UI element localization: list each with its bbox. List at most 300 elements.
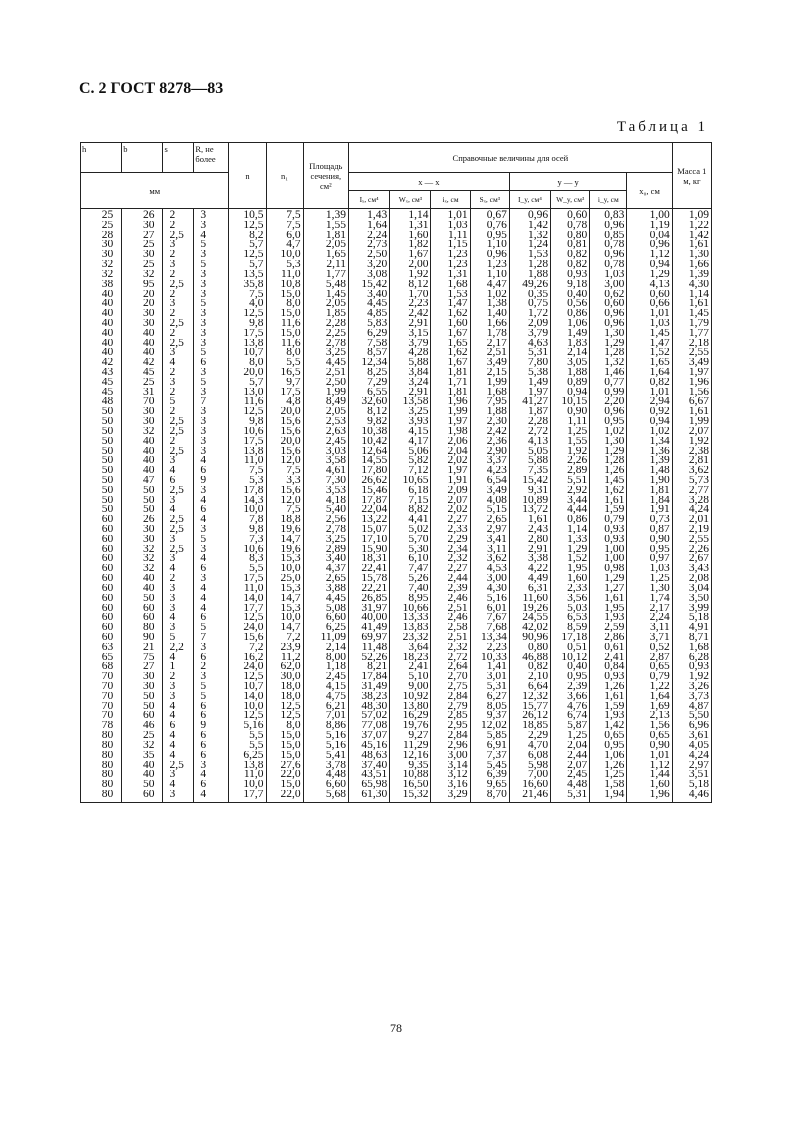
table-cell: 4,53 bbox=[470, 564, 509, 574]
table-cell: 57,02 bbox=[349, 711, 390, 721]
table-cell: 3,73 bbox=[672, 692, 711, 702]
table-cell: 2,94 bbox=[627, 397, 672, 407]
table-row bbox=[81, 525, 712, 535]
table-cell: 2 bbox=[163, 388, 194, 398]
table-cell: 1,28 bbox=[590, 456, 627, 466]
table-cell: 10,6 bbox=[229, 427, 266, 437]
col-units-mm: мм bbox=[81, 173, 229, 209]
table-cell: 52,26 bbox=[349, 653, 390, 663]
table-cell: 5,38 bbox=[509, 368, 550, 378]
table-cell: 4,8 bbox=[266, 397, 303, 407]
table-cell: 30 bbox=[122, 535, 163, 545]
table-cell: 7,58 bbox=[349, 339, 390, 349]
table-cell: 3 bbox=[163, 456, 194, 466]
table-cell: 37,07 bbox=[349, 731, 390, 741]
table-cell: 0,93 bbox=[590, 672, 627, 682]
table-cell: 1,96 bbox=[627, 790, 672, 802]
table-cell: 13,8 bbox=[229, 447, 266, 457]
table-cell: 1,91 bbox=[431, 476, 470, 486]
table-cell: 4,47 bbox=[470, 280, 509, 290]
table-row bbox=[81, 662, 712, 672]
table-cell: 1,82 bbox=[390, 240, 431, 250]
table-cell: 12,5 bbox=[229, 613, 266, 623]
table-cell: 2 bbox=[163, 290, 194, 300]
table-row bbox=[81, 496, 712, 506]
table-cell: 3,08 bbox=[349, 270, 390, 280]
table-cell: 4 bbox=[163, 358, 194, 368]
table-cell: 2,5 bbox=[163, 231, 194, 241]
table-cell: 3 bbox=[163, 682, 194, 692]
table-cell: 12,16 bbox=[390, 751, 431, 761]
table-cell: 2 bbox=[163, 309, 194, 319]
table-cell: 1,44 bbox=[627, 770, 672, 780]
table-cell: 5,16 bbox=[229, 721, 266, 731]
table-cell: 2 bbox=[163, 250, 194, 260]
table-row bbox=[81, 368, 712, 378]
table-row bbox=[81, 231, 712, 241]
table-cell: 2,84 bbox=[431, 731, 470, 741]
table-cell: 2,86 bbox=[590, 633, 627, 643]
table-cell: 0,60 bbox=[551, 209, 590, 221]
table-cell: 1,24 bbox=[509, 240, 550, 250]
table-cell: 1,03 bbox=[627, 564, 672, 574]
table-cell: 1,39 bbox=[627, 456, 672, 466]
table-cell: 2,84 bbox=[431, 692, 470, 702]
table-cell: 12,5 bbox=[229, 250, 266, 260]
table-cell: 0,90 bbox=[627, 741, 672, 751]
table-cell: 8,0 bbox=[266, 299, 303, 309]
table-row bbox=[81, 209, 712, 221]
table-cell: 1,66 bbox=[470, 319, 509, 329]
table-cell: 25 bbox=[122, 731, 163, 741]
table-cell: 1,47 bbox=[627, 339, 672, 349]
table-row bbox=[81, 574, 712, 584]
table-cell: 2,64 bbox=[431, 662, 470, 672]
table-cell: 3,25 bbox=[303, 535, 348, 545]
table-row bbox=[81, 613, 712, 623]
table-cell: 32 bbox=[122, 270, 163, 280]
table-cell: 60 bbox=[81, 574, 122, 584]
table-cell: 5,50 bbox=[672, 711, 711, 721]
table-cell: 37,40 bbox=[349, 761, 390, 771]
table-cell: 80 bbox=[81, 731, 122, 741]
table-cell: 5 bbox=[194, 682, 229, 692]
table-cell: 7,5 bbox=[266, 466, 303, 476]
table-cell: 2,70 bbox=[431, 672, 470, 682]
table-cell: 12,0 bbox=[266, 456, 303, 466]
table-cell: 60 bbox=[81, 515, 122, 525]
table-cell: 3,05 bbox=[551, 358, 590, 368]
table-cell: 2 bbox=[163, 221, 194, 231]
table-cell: 12,34 bbox=[349, 358, 390, 368]
table-cell: 2,11 bbox=[303, 260, 348, 270]
table-cell: 0,89 bbox=[551, 378, 590, 388]
table-cell: 20,0 bbox=[266, 437, 303, 447]
table-cell: 4,0 bbox=[229, 299, 266, 309]
table-row bbox=[81, 554, 712, 564]
table-cell: 3,37 bbox=[470, 456, 509, 466]
table-cell: 4,91 bbox=[672, 623, 711, 633]
table-cell: 3 bbox=[194, 290, 229, 300]
table-cell: 3,43 bbox=[672, 564, 711, 574]
table-cell: 8,86 bbox=[303, 721, 348, 731]
table-cell: 0,94 bbox=[627, 417, 672, 427]
table-cell: 3,00 bbox=[590, 280, 627, 290]
table-cell: 0,56 bbox=[551, 299, 590, 309]
table-cell: 68 bbox=[81, 662, 122, 672]
table-cell: 1,12 bbox=[627, 250, 672, 260]
table-cell: 40 bbox=[122, 574, 163, 584]
table-cell: 19,6 bbox=[266, 545, 303, 555]
table-cell: 1,29 bbox=[590, 574, 627, 584]
table-cell: 1,59 bbox=[590, 505, 627, 515]
table-cell: 1,25 bbox=[590, 770, 627, 780]
table-cell: 3,11 bbox=[470, 545, 509, 555]
col-axis-xx: x — x bbox=[349, 173, 510, 191]
col-iy-radius: i_y, см bbox=[590, 191, 627, 209]
table-cell: 4 bbox=[194, 790, 229, 802]
table-cell: 40 bbox=[122, 456, 163, 466]
table-cell: 1,60 bbox=[627, 780, 672, 790]
table-cell: 40,00 bbox=[349, 613, 390, 623]
table-cell: 2,18 bbox=[672, 339, 711, 349]
table-cell: 15,77 bbox=[509, 702, 550, 712]
table-cell: 10,12 bbox=[551, 653, 590, 663]
table-cell: 1,45 bbox=[303, 290, 348, 300]
table-cell: 6,64 bbox=[509, 682, 550, 692]
table-cell: 7,3 bbox=[229, 535, 266, 545]
table-cell: 5 bbox=[194, 260, 229, 270]
table-cell: 28 bbox=[81, 231, 122, 241]
table-cell: 2,78 bbox=[303, 339, 348, 349]
table-cell: 60 bbox=[122, 604, 163, 614]
table-cell: 3 bbox=[194, 643, 229, 653]
table-cell: 17,5 bbox=[266, 388, 303, 398]
table-cell: 1,93 bbox=[590, 613, 627, 623]
table-cell: 0,80 bbox=[509, 643, 550, 653]
table-cell: 12,64 bbox=[349, 447, 390, 457]
table-cell: 2,51 bbox=[431, 604, 470, 614]
table-cell: 1,00 bbox=[627, 209, 672, 221]
table-row bbox=[81, 339, 712, 349]
table-row bbox=[81, 260, 712, 270]
table-cell: 46,88 bbox=[509, 653, 550, 663]
table-cell: 3,79 bbox=[509, 329, 550, 339]
table-cell: 5,3 bbox=[229, 476, 266, 486]
table-cell: 40 bbox=[81, 348, 122, 358]
table-cell: 1,31 bbox=[431, 270, 470, 280]
table-cell: 2,89 bbox=[551, 466, 590, 476]
table-cell: 1,96 bbox=[672, 378, 711, 388]
table-cell: 30 bbox=[122, 250, 163, 260]
table-cell: 0,78 bbox=[590, 260, 627, 270]
table-cell: 14,7 bbox=[266, 623, 303, 633]
table-cell: 13,8 bbox=[229, 339, 266, 349]
table-cell: 2,75 bbox=[431, 682, 470, 692]
col-x0: x₀, см bbox=[627, 173, 672, 209]
table-cell: 18,31 bbox=[349, 554, 390, 564]
table-cell: 18,0 bbox=[266, 692, 303, 702]
table-cell: 1,02 bbox=[627, 427, 672, 437]
table-row bbox=[81, 417, 712, 427]
table-cell: 0,65 bbox=[627, 731, 672, 741]
table-cell: 50 bbox=[122, 702, 163, 712]
table-cell: 3 bbox=[194, 525, 229, 535]
table-row bbox=[81, 329, 712, 339]
table-cell: 30 bbox=[122, 672, 163, 682]
table-cell: 10,92 bbox=[390, 692, 431, 702]
col-sx: Sₓ, см³ bbox=[470, 191, 509, 209]
table-cell: 0,96 bbox=[590, 319, 627, 329]
table-row bbox=[81, 397, 712, 407]
table-cell: 1,25 bbox=[551, 731, 590, 741]
table-cell: 26,85 bbox=[349, 594, 390, 604]
table-cell: 1,65 bbox=[303, 250, 348, 260]
table-cell: 3 bbox=[163, 604, 194, 614]
table-cell: 0,65 bbox=[627, 662, 672, 672]
table-cell: 2,5 bbox=[163, 427, 194, 437]
table-cell: 15,0 bbox=[266, 290, 303, 300]
table-cell: 3 bbox=[163, 770, 194, 780]
table-cell: 1,52 bbox=[627, 348, 672, 358]
table-cell: 0,96 bbox=[590, 309, 627, 319]
table-cell: 1,25 bbox=[551, 427, 590, 437]
table-cell: 1,53 bbox=[509, 250, 550, 260]
table-cell: 4,45 bbox=[349, 299, 390, 309]
table-cell: 2 bbox=[163, 270, 194, 280]
table-cell: 4 bbox=[163, 466, 194, 476]
table-cell: 3,28 bbox=[672, 496, 711, 506]
table-cell: 30,0 bbox=[266, 672, 303, 682]
table-cell: 2,78 bbox=[303, 525, 348, 535]
table-cell: 22,41 bbox=[349, 564, 390, 574]
table-row bbox=[81, 790, 712, 802]
table-cell: 3,62 bbox=[672, 466, 711, 476]
table-cell: 1,77 bbox=[672, 329, 711, 339]
table-cell: 4 bbox=[194, 770, 229, 780]
table-cell: 19,76 bbox=[390, 721, 431, 731]
table-row bbox=[81, 702, 712, 712]
table-cell: 1,30 bbox=[590, 437, 627, 447]
table-cell: 5,88 bbox=[390, 358, 431, 368]
table-cell: 8,05 bbox=[470, 702, 509, 712]
table-cell: 1,59 bbox=[590, 702, 627, 712]
table-cell: 4,49 bbox=[509, 574, 550, 584]
table-cell: 70 bbox=[81, 692, 122, 702]
table-cell: 4,44 bbox=[551, 505, 590, 515]
table-cell: 5,30 bbox=[390, 545, 431, 555]
table-cell: 0,96 bbox=[627, 240, 672, 250]
table-cell: 60 bbox=[81, 604, 122, 614]
table-cell: 5 bbox=[163, 397, 194, 407]
table-cell: 5 bbox=[194, 623, 229, 633]
table-cell: 17,84 bbox=[349, 672, 390, 682]
table-cell: 7,80 bbox=[509, 358, 550, 368]
table-cell: 1,30 bbox=[590, 329, 627, 339]
table-cell: 12,5 bbox=[266, 711, 303, 721]
table-cell: 1,03 bbox=[431, 221, 470, 231]
table-cell: 1,62 bbox=[431, 348, 470, 358]
col-reference-values: Справочные величины для осей bbox=[349, 143, 673, 173]
table-cell: 1,60 bbox=[551, 574, 590, 584]
table-cell: 22,04 bbox=[349, 505, 390, 515]
table-cell: 2 bbox=[163, 407, 194, 417]
table-cell: 4 bbox=[194, 594, 229, 604]
table-cell: 1,99 bbox=[672, 417, 711, 427]
table-cell: 4 bbox=[194, 604, 229, 614]
table-cell: 3 bbox=[194, 270, 229, 280]
table-cell: 1,27 bbox=[590, 584, 627, 594]
table-row bbox=[81, 358, 712, 368]
table-cell: 7,40 bbox=[390, 584, 431, 594]
table-cell: 3,50 bbox=[672, 594, 711, 604]
table-cell: 60 bbox=[81, 545, 122, 555]
table-cell: 0,76 bbox=[470, 221, 509, 231]
table-cell: 62,0 bbox=[266, 662, 303, 672]
col-mass: Масса 1 м, кг bbox=[672, 143, 711, 209]
table-cell: 1,79 bbox=[672, 319, 711, 329]
table-cell: 0,51 bbox=[551, 643, 590, 653]
table-cell: 2,91 bbox=[390, 388, 431, 398]
table-cell: 3 bbox=[163, 240, 194, 250]
table-cell: 15,3 bbox=[266, 604, 303, 614]
table-cell: 25 bbox=[122, 260, 163, 270]
table-cell: 16,2 bbox=[229, 653, 266, 663]
table-cell: 9,35 bbox=[390, 761, 431, 771]
table-cell: 80 bbox=[122, 623, 163, 633]
table-cell: 4,28 bbox=[390, 348, 431, 358]
table-row bbox=[81, 309, 712, 319]
table-cell: 7,01 bbox=[303, 711, 348, 721]
table-cell: 5 bbox=[194, 535, 229, 545]
table-cell: 1,26 bbox=[590, 761, 627, 771]
table-cell: 1,91 bbox=[627, 505, 672, 515]
table-cell: 43,51 bbox=[349, 770, 390, 780]
table-cell: 2,00 bbox=[390, 260, 431, 270]
table-cell: 5,82 bbox=[390, 456, 431, 466]
table-cell: 1,47 bbox=[431, 299, 470, 309]
table-cell: 2,10 bbox=[509, 672, 550, 682]
table-cell: 24,55 bbox=[509, 613, 550, 623]
table-cell: 25 bbox=[122, 240, 163, 250]
table-cell: 13,83 bbox=[390, 623, 431, 633]
table-cell: 1,49 bbox=[509, 378, 550, 388]
table-cell: 23,9 bbox=[266, 643, 303, 653]
table-cell: 8,21 bbox=[349, 662, 390, 672]
table-cell: 2,50 bbox=[303, 378, 348, 388]
table-cell: 0,04 bbox=[627, 231, 672, 241]
table-title: Таблица 1 bbox=[616, 119, 708, 135]
table-cell: 25 bbox=[81, 209, 122, 221]
table-cell: 1,55 bbox=[551, 437, 590, 447]
table-cell: 8,0 bbox=[266, 721, 303, 731]
table-cell: 0,61 bbox=[590, 643, 627, 653]
table-cell: 1,46 bbox=[590, 368, 627, 378]
table-cell: 6,91 bbox=[470, 741, 509, 751]
table-cell: 15,0 bbox=[266, 731, 303, 741]
table-cell: 50 bbox=[81, 496, 122, 506]
table-cell: 4,24 bbox=[672, 505, 711, 515]
table-cell: 19,26 bbox=[509, 604, 550, 614]
table-cell: 4 bbox=[163, 780, 194, 790]
table-cell: 5,16 bbox=[303, 731, 348, 741]
table-cell: 2,5 bbox=[163, 545, 194, 555]
table-cell: 1,92 bbox=[390, 270, 431, 280]
table-cell: 40 bbox=[122, 348, 163, 358]
table-cell: 1,06 bbox=[590, 751, 627, 761]
table-cell: 4 bbox=[163, 741, 194, 751]
table-cell: 3 bbox=[194, 209, 229, 221]
table-cell: 10,0 bbox=[229, 780, 266, 790]
table-cell: 16,29 bbox=[390, 711, 431, 721]
table-cell: 13,58 bbox=[390, 397, 431, 407]
table-cell: 1,28 bbox=[590, 348, 627, 358]
table-cell: 3,66 bbox=[551, 692, 590, 702]
table-cell: 17,7 bbox=[229, 604, 266, 614]
table-row bbox=[81, 682, 712, 692]
table-cell: 2,45 bbox=[303, 437, 348, 447]
table-cell: 1,68 bbox=[672, 643, 711, 653]
table-cell: 1,61 bbox=[672, 407, 711, 417]
table-cell: 6 bbox=[194, 613, 229, 623]
table-cell: 0,86 bbox=[551, 309, 590, 319]
table-cell: 17,8 bbox=[229, 486, 266, 496]
table-cell: 50 bbox=[81, 505, 122, 515]
table-cell: 20 bbox=[122, 299, 163, 309]
table-cell: 3 bbox=[163, 594, 194, 604]
table-cell: 25,0 bbox=[266, 574, 303, 584]
table-cell: 10,0 bbox=[229, 702, 266, 712]
table-cell: 3,84 bbox=[390, 368, 431, 378]
table-cell: 1,14 bbox=[390, 209, 431, 221]
table-cell: 1,26 bbox=[590, 466, 627, 476]
table-cell: 46 bbox=[122, 721, 163, 731]
table-cell: 9,8 bbox=[229, 525, 266, 535]
table-cell: 27 bbox=[122, 662, 163, 672]
table-cell: 5 bbox=[194, 299, 229, 309]
table-cell: 32 bbox=[122, 741, 163, 751]
table-cell: 16,5 bbox=[266, 368, 303, 378]
table-cell: 3,01 bbox=[470, 672, 509, 682]
table-cell: 5,7 bbox=[229, 378, 266, 388]
table-cell: 2,90 bbox=[470, 447, 509, 457]
table-cell: 2,20 bbox=[590, 397, 627, 407]
table-cell: 12,5 bbox=[266, 702, 303, 712]
table-cell: 17,7 bbox=[229, 790, 266, 802]
table-cell: 0,95 bbox=[590, 741, 627, 751]
table-cell: 1,99 bbox=[431, 407, 470, 417]
table-cell: 7,30 bbox=[303, 476, 348, 486]
table-cell: 5,5 bbox=[229, 564, 266, 574]
table-row bbox=[81, 604, 712, 614]
table-cell: 40 bbox=[122, 329, 163, 339]
table-cell: 9,31 bbox=[509, 486, 550, 496]
table-cell: 1,03 bbox=[627, 319, 672, 329]
table-cell: 1,92 bbox=[672, 672, 711, 682]
table-cell: 10,5 bbox=[229, 209, 266, 221]
table-cell: 5 bbox=[163, 633, 194, 643]
table-cell: 1,81 bbox=[431, 368, 470, 378]
table-cell: 10,7 bbox=[229, 348, 266, 358]
table-cell: 1,88 bbox=[470, 407, 509, 417]
table-cell: 32 bbox=[81, 260, 122, 270]
table-cell: 2,85 bbox=[431, 711, 470, 721]
table-cell: 10,65 bbox=[390, 476, 431, 486]
table-cell: 70 bbox=[81, 672, 122, 682]
table-cell: 1,99 bbox=[303, 388, 348, 398]
table-cell: 7,67 bbox=[470, 613, 509, 623]
table-cell: 6,18 bbox=[390, 486, 431, 496]
